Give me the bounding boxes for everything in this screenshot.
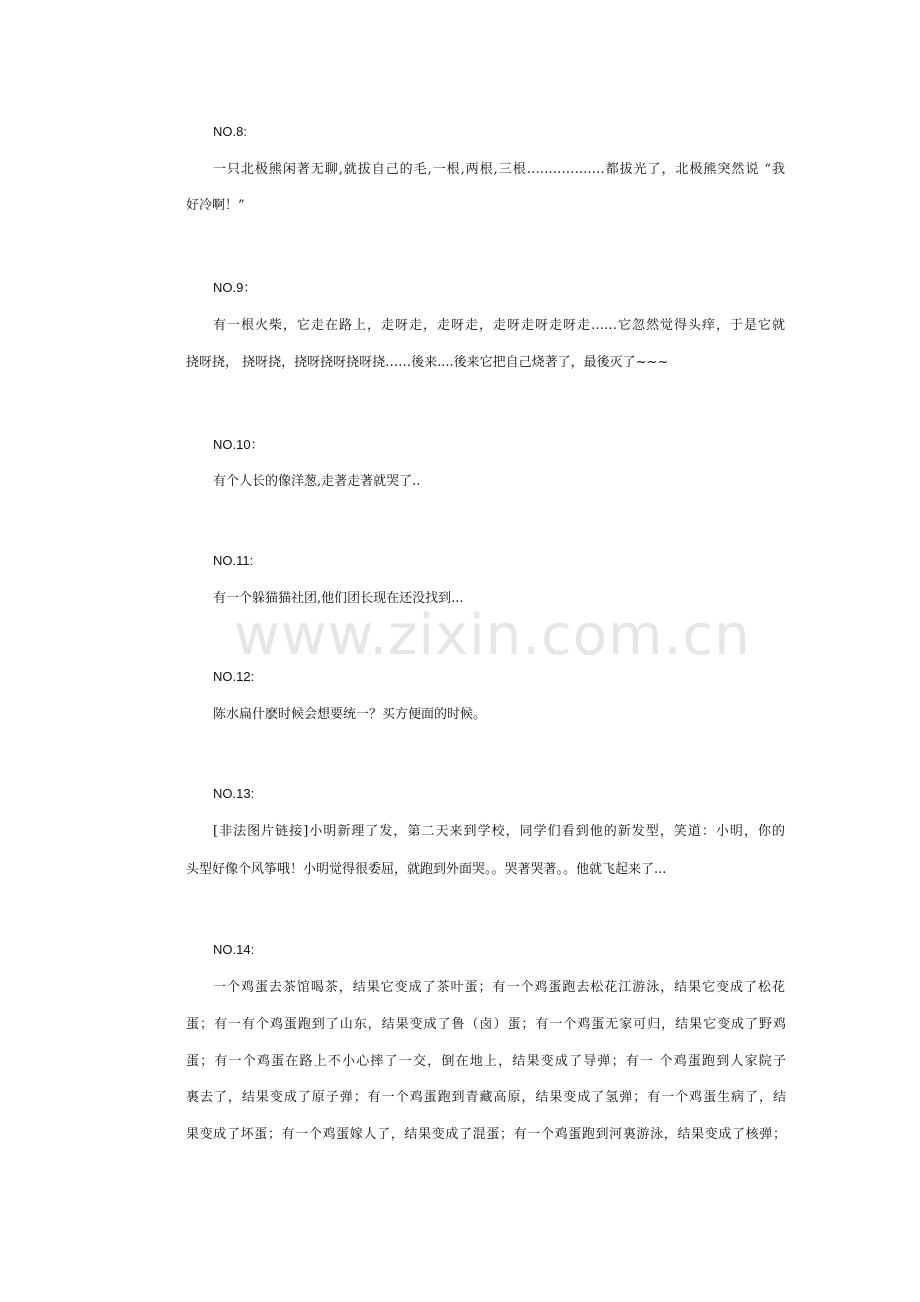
joke-heading-14: NO.14: <box>213 942 255 957</box>
joke-heading-11: NO.11: <box>213 553 254 568</box>
joke-heading-12: NO.12: <box>213 669 255 684</box>
joke-heading-9: NO.9： <box>213 280 257 295</box>
joke-9-line-2: 挠呀挠， 挠呀挠，挠呀挠呀挠呀挠……後来....後来它把自己烧著了，最後灭了~~~ <box>186 355 669 370</box>
watermark: www.zixin.com.cn <box>234 603 751 668</box>
joke-9-line-1: 有一根火柴，它走在路上，走呀走，走呀走，走呀走呀走呀走……它忽然觉得头痒，于是它就 <box>213 318 785 333</box>
joke-heading-13: NO.13: <box>213 786 255 801</box>
joke-11-line-1: 有一个躲猫猫社团,他们团长现在还没找到... <box>213 591 464 606</box>
joke-heading-10: NO.10： <box>213 437 264 452</box>
joke-13-line-2: 头型好像个风筝哦！小明觉得很委屈，就跑到外面哭。。哭著哭著。。他就飞起来了... <box>186 862 667 877</box>
joke-14-line-2: 蛋；有一有个鸡蛋跑到了山东，结果变成了鲁（卤）蛋；有一个鸡蛋无家可归，结果它变成了野鸡 <box>186 1017 786 1032</box>
joke-14-line-4: 裏去了，结果变成了原子弹；有一个鸡蛋跑到青藏高原，结果变成了氢弹；有一个鸡蛋生病了，结 <box>186 1090 786 1105</box>
joke-12-line-1: 陈水扁什麽时候会想要统一？买方便面的时候。 <box>213 707 487 722</box>
joke-10-line-1: 有个人长的像洋葱,走著走著就哭了.. <box>213 474 421 489</box>
joke-14-line-1: 一个鸡蛋去茶馆喝茶，结果它变成了茶叶蛋；有一个鸡蛋跑去松花江游泳，结果它变成了松花 <box>213 980 785 995</box>
joke-8-line-1: 一只北极熊闲著无聊,就拔自己的毛,一根,两根,三根………………都拔光了，北极熊突然说 “我 <box>213 162 785 177</box>
joke-heading-8: NO.8: <box>213 124 247 139</box>
joke-14-line-5: 果变成了坏蛋；有一个鸡蛋嫁人了，结果变成了混蛋；有一个鸡蛋跑到河裏游泳，结果变成了核弹； <box>186 1127 786 1142</box>
joke-13-line-1: [非法图片链接]小明新理了发，第二天来到学校，同学们看到他的新发型，笑道：小明，你的 <box>213 824 785 839</box>
joke-8-line-2: 好冷啊！” <box>186 198 245 213</box>
joke-14-line-3: 蛋；有一个鸡蛋在路上不小心摔了一交，倒在地上，结果变成了导弹；有一 个鸡蛋跑到人家院子 <box>186 1054 786 1069</box>
